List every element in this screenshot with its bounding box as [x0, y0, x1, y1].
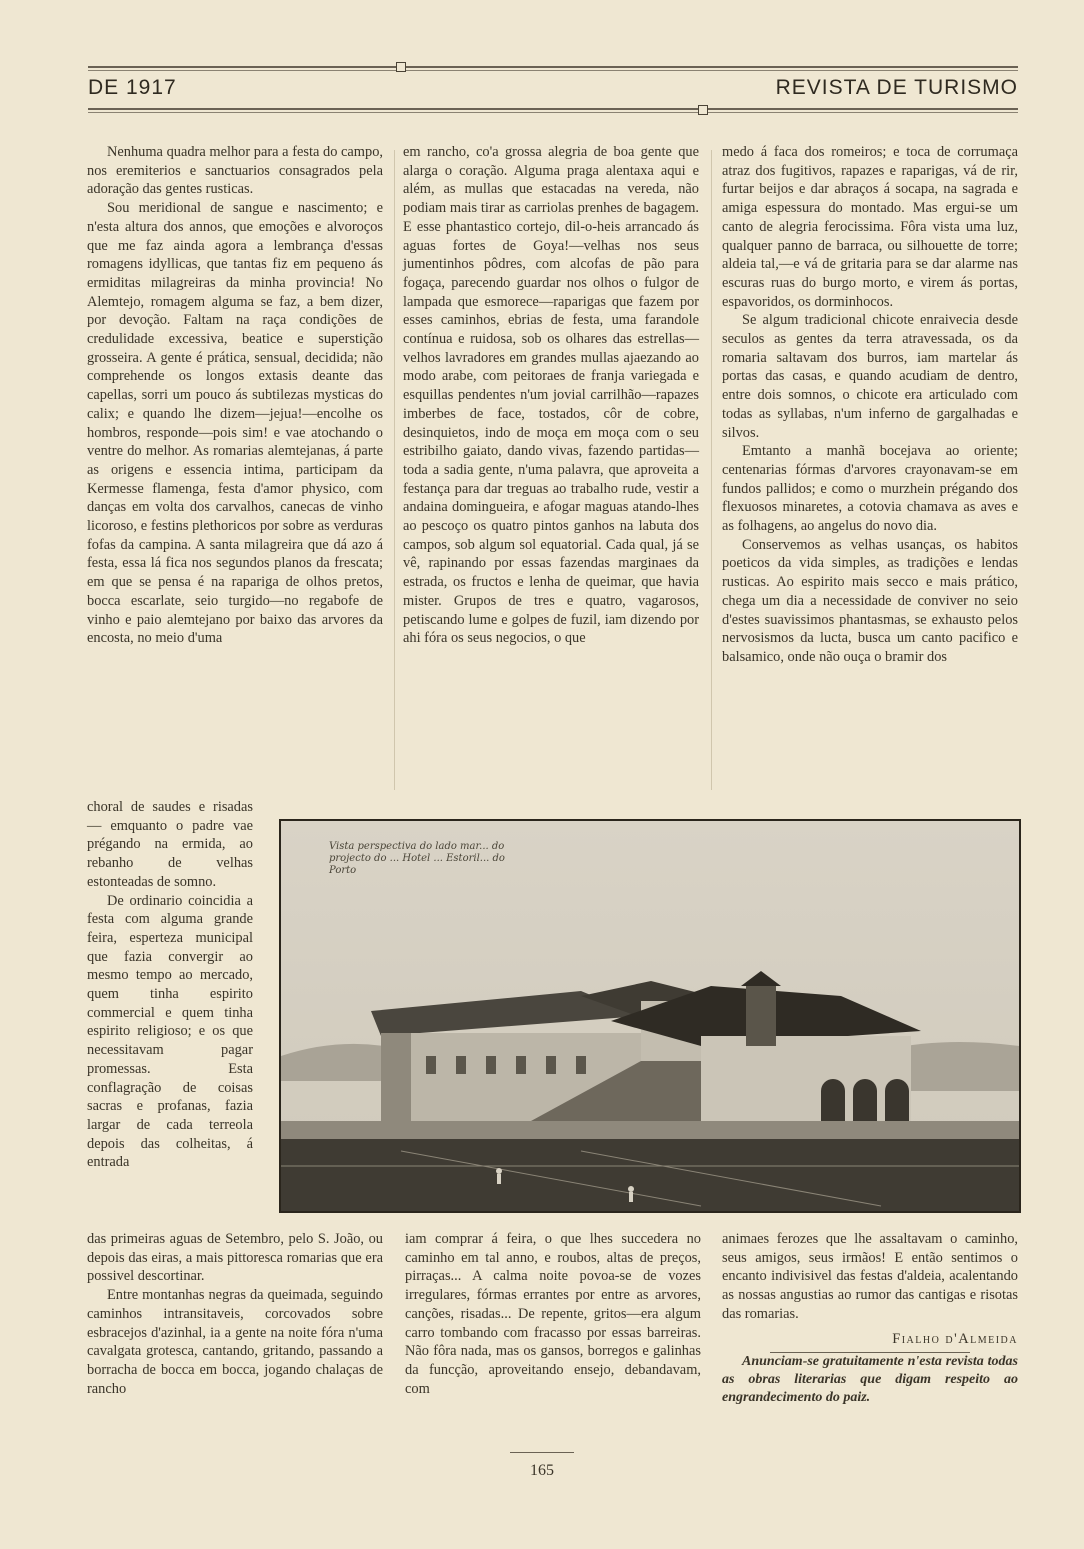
ornament-diamond: [396, 62, 406, 72]
column-1: [87, 143, 383, 648]
header-rule-top: [88, 66, 1018, 68]
hotel-illustration: [279, 819, 1021, 1213]
paragraph: em rancho, co'a grossa alegria de boa gente que alarga o coração. Alguma praga alentaxa aqui e além, as mullas que estacadas na vereda, não podiam mais tirar as carriolas prenhes de bagagem. E esse phantastico cortejo, dil-o-heis arrancado ás aguas fortes de Goya!—velhas nos seus jumentinhos pôdres, com alcofas de pão para fogaça, parecendo guardar nos olhos o fulgor de lampada que esmorece—raparigas que fazem por esses caminhos, ebrias de festa, uma farandole contínua e ruidosa, sob os olhares das estrellas—velhos lavradores em grandes mullas ajaezando ao modo arabe, com peitoraes de franja variegada e esquillas pendentes n'um jovial carrilhão—rapazes imberbes de face, tostados, côr de cobre, desinquietos, indo de moça em moça com o seu estribilho gaiato, dando vivas, fazendo partidas—toda a sadia gente, n'uma palavra, que aproveita a festança para dar treguas ao trabalho rude, vestir a andaina domingueira, e afogar maguas atando-lhes ao pescoço os quatro pintos ganhos na labuta dos campos, sob algum sol equatorial. Cada qual, já se vê, rapinando por essas fazendas marginaes da estrada, os fructos e lenha de queimar, que havia mister. Grupos de tres e quatro, vagarosos, petiscando lume e golpes de fuzil, iam dizendo por ahi fóra os seus negocios, o que: [403, 144, 699, 647]
paragraph: Entre montanhas negras da queimada, seguindo caminhos intransitaveis, corcovados sobre esbracejos d'azinhal, ia a gente na noite fóra n'uma cavalgata grotesca, cantando, gritando, passando a borracha de bocca em bocca, jogando chalaças de rancho: [87, 1287, 383, 1397]
column-2: [403, 143, 699, 648]
ornament-rule: [770, 1352, 970, 1353]
paragraph: Nenhuma quadra melhor para a festa do campo, nos eremiterios e sanctuarios consagrados pela adoração das gentes rusticas.: [87, 144, 383, 198]
header-left: DE 1917: [88, 76, 177, 99]
column-1-bottom: [87, 1230, 383, 1398]
paragraph: De ordinario coincidia a festa com alguma grande feira, esperteza municipal que fazia convergir ao mesmo tempo ao mercado, quem tinha espirito commercial e quem tinha espirito religioso; e os que necessitavam pagar promessas. Esta conflagração de coisas sacras e profanas, fazia largar de cada terreola depois das colheitas, á entrada: [87, 892, 253, 1171]
paragraph: medo á faca dos romeiros; e toca de corrumaça atraz dos fugitivos, rapazes e raparigas, vá de rir, furtar beijos e dar abraços á socapa, na sagrada e amiga espessura do montado. Mas ergui-se um canto de alegria ferocissima. Fôra vista uma luz, qualquer panno de barraca, ou silhouette de torre; aldeia tal,—e vá de gritaria para se dar alarme nas escuras ruas do burgo morto, e virem ás portas, espavoridos, os dorminhocos.: [722, 144, 1018, 310]
paragraph: iam comprar á feira, o que lhes succedera no caminho em tal anno, e roubos, altas de preços, pirraças... A calma noite povoa-se de vozes irregulares, fórmas errantes por entre as arvores, canções, risadas... De repente, gritos—era algum carro tombando com fracasso por essas barreiras. Não fôra nada, mas os gansos, borregos e galinhas da funcção, aproveitando ensejo, debandavam, com: [405, 1231, 701, 1397]
paragraph: Se algum tradicional chicote enraivecia desde seculos as gentes da terra atravessada, os da romaria saltavam dos burros, iam martelar ás portas das casas, e quando acudiam de dentro, entre dois somnos, o chicote era articulado com todas as syllabas, n'um inferno de gargalhadas e silvos.: [722, 312, 1018, 441]
author-signature: Fialho d'Almeida: [892, 1330, 1018, 1347]
header-right: REVISTA DE TURISMO: [775, 76, 1018, 99]
paragraph: Conservemos as velhas usanças, os habitos poeticos da vida simples, as tradições e lendas rusticas. Ao espirito mais secco e mais prático, chega um dia a necessidade de conviver no seio d'estes suavissimos phantasmas, se exhausto pelos nervosismos da lucta, busca um canto pacifico e balsamico, onde não ouça o bramir dos: [722, 536, 1018, 665]
page-number-rule: [510, 1452, 574, 1453]
column-2-bottom: [405, 1230, 701, 1398]
column-3-bottom: [722, 1230, 1018, 1407]
editorial-note: Anunciam-se gratuitamente n'esta revista todas as obras literarias que digam respeito ao engrandecimento do paiz.: [722, 1354, 1018, 1406]
building-drawing: [281, 821, 1019, 1211]
paragraph: animaes ferozes que lhe assaltavam o caminho, seus amigos, seus irmãos! E então sentimos o encanto indivisivel das festas d'aldeia, acalentando as nossas angustias ao rumor das cantigas e risotas das romarias.: [722, 1231, 1018, 1322]
header-rule-bottom: [88, 108, 1018, 110]
column-3: [722, 143, 1018, 667]
paragraph: Sou meridional de sangue e nascimento; e n'esta altura dos annos, que emoções e alvoroços que me faz ainda agora a lembrança d'essas romagens idyllicas, que tantas fiz em pequeno ás ermiditas milagreiras da minha provincia! No Alemtejo, romagem alguma se faz, a bem dizer, por devoção. Faltam na raça condições de credulidade excessiva, beatice e superstição grosseira. A gente é prática, sensual, decidida; não comprehende os longos extasis deante das capellas, sorri um pouco ás subtilezas mysticas do calix; e quando lhe dizem—jejua!—encolhe os hombros, responde—pois sim! e vae atochando o ventre do melhor. As romarias alemtejanas, á parte as origens e essencia intima, participam da Kermesse flamenga, festa d'amor physico, com danças em volta dos carvalhos, canecas de vinho licoroso, e festins plethoricos por sobre as verduras fofas da campina. A santa milagreira que dá azo á festa, essa lá fica nos segundos planos da frescata; em que se pensa é na rapariga de olhos pretos, bocca escarlate, seio turgido—no regabofe de vinho e paio alemtejano por baixo das arvores da encosta, no meio d'uma: [87, 200, 383, 647]
header-rule-bottom-thin: [88, 112, 1018, 113]
handwritten-caption: Vista perspectiva do lado mar... do projecto do ... Hotel ... Estoril... do Porto: [329, 841, 505, 876]
paragraph: das primeiras aguas de Setembro, pelo S. João, ou depois das eiras, a mais pittoresca romarias que era possivel descortinar.: [87, 1231, 383, 1285]
column-divider: [711, 150, 712, 790]
header-rule-top-thin: [88, 70, 1018, 71]
column-divider: [394, 150, 395, 790]
ornament-diamond: [698, 105, 708, 115]
column-1-narrow: [87, 798, 253, 1172]
paragraph: Emtanto a manhã bocejava ao oriente; centenarias fórmas d'arvores crayonavam-se em fundos pallidos; e como o murzhein prégando dos flexuosos minaretes, a cotovia chamava as aves e as folhagens, ao angelus do novo dia.: [722, 443, 1018, 535]
paragraph: choral de saudes e risadas — emquanto o padre vae prégando na ermida, ao rebanho de velhas estonteadas de somno.: [87, 799, 253, 890]
page-number: 165: [530, 1462, 554, 1479]
